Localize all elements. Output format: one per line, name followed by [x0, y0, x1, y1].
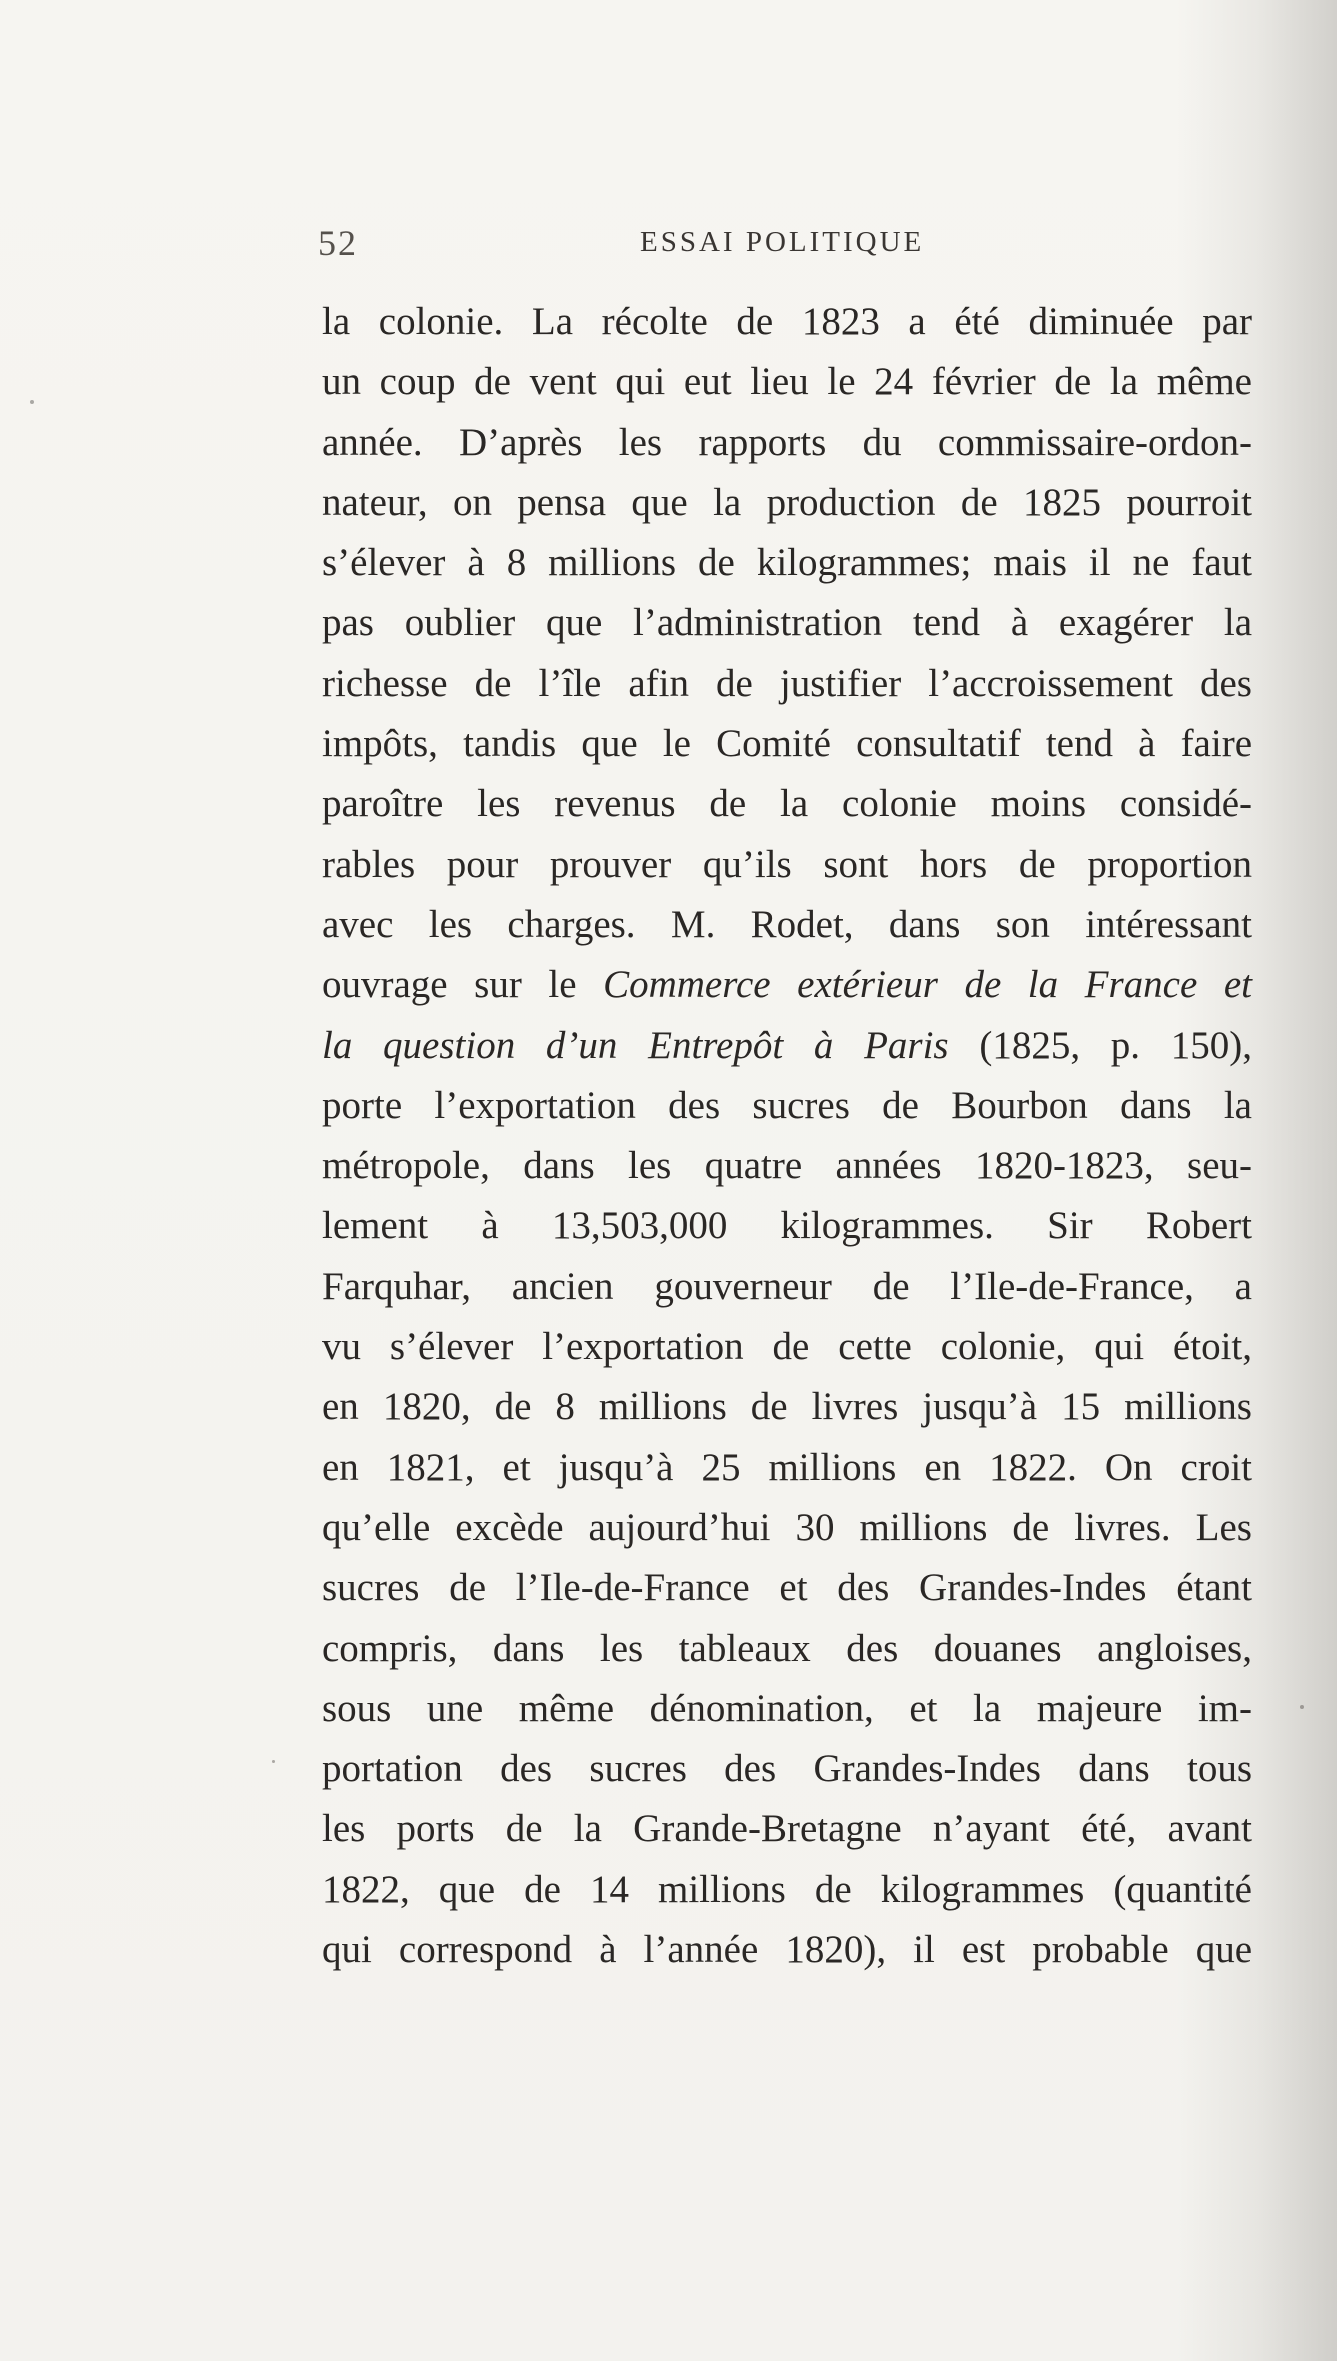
text-line: paroître les revenus de la colonie moins considé-	[322, 782, 1252, 826]
text-line: Farquhar, ancien gouverneur de l’Ile-de-France, a	[322, 1264, 1252, 1308]
text-line: avec les charges. M. Rodet, dans son intéressant	[322, 902, 1252, 946]
text-line: sucres de l’Ile-de-France et des Grandes-Indes étant	[322, 1566, 1252, 1610]
text-line: 1822, que de 14 millions de kilogrammes (quantité	[322, 1867, 1252, 1911]
text-line: qui correspond à l’année 1820), il est probable que	[322, 1928, 1252, 1972]
body-text	[322, 292, 1252, 1980]
text-line: qu’elle excède aujourd’hui 30 millions de livres. Les	[322, 1505, 1252, 1549]
text-line: en 1820, de 8 millions de livres jusqu’à 15 millions	[322, 1385, 1252, 1429]
text-line: année. D’après les rapports du commissaire-ordon-	[322, 420, 1252, 464]
text-line: porte l’exportation des sucres de Bourbon dans la	[322, 1083, 1252, 1127]
paper-speck	[30, 400, 34, 404]
page-number: 52	[318, 223, 358, 263]
text-line: richesse de l’île afin de justifier l’accroissement des	[322, 661, 1252, 705]
text-line: la question d’un Entrepôt à Paris (1825, p. 150),	[322, 1023, 1252, 1067]
page-header	[318, 222, 1250, 270]
text-line: la colonie. La récolte de 1823 a été diminuée par	[322, 300, 1252, 343]
running-head: ESSAI POLITIQUE	[640, 226, 925, 258]
text-line: en 1821, et jusqu’à 25 millions en 1822. On croit	[322, 1445, 1252, 1489]
paper-speck	[1300, 1705, 1304, 1709]
text-line: impôts, tandis que le Comité consultatif tend à faire	[322, 722, 1252, 766]
text-line: lement à 13,503,000 kilogrammes. Sir Robert	[322, 1204, 1252, 1248]
text-line: s’élever à 8 millions de kilogrammes; mais il ne faut	[322, 541, 1252, 585]
text-line: un coup de vent qui eut lieu le 24 février de la même	[322, 360, 1252, 404]
text-line: compris, dans les tableaux des douanes angloises,	[322, 1626, 1252, 1670]
text-line: les ports de la Grande-Bretagne n’ayant été, avant	[322, 1807, 1252, 1851]
italic-title: la question d’un Entrepôt à Paris	[322, 1023, 949, 1067]
text-line: pas oublier que l’administration tend à exagérer la	[322, 601, 1252, 645]
text-line: nateur, on pensa que la production de 1825 pourroit	[322, 480, 1252, 524]
text-line: vu s’élever l’exportation de cette colonie, qui étoit,	[322, 1325, 1252, 1369]
italic-title: Commerce extérieur de la France et	[603, 963, 1253, 1007]
text-line: portation des sucres des Grandes-Indes dans tous	[322, 1747, 1252, 1791]
text-line: métropole, dans les quatre années 1820-1823, seu-	[322, 1144, 1252, 1188]
text-line: ouvrage sur le Commerce extérieur de la France et	[322, 963, 1253, 1007]
paper-speck	[272, 1760, 275, 1763]
text-line: rables pour prouver qu’ils sont hors de proportion	[322, 842, 1252, 886]
text-line: sous une même dénomination, et la majeure im-	[322, 1686, 1252, 1730]
